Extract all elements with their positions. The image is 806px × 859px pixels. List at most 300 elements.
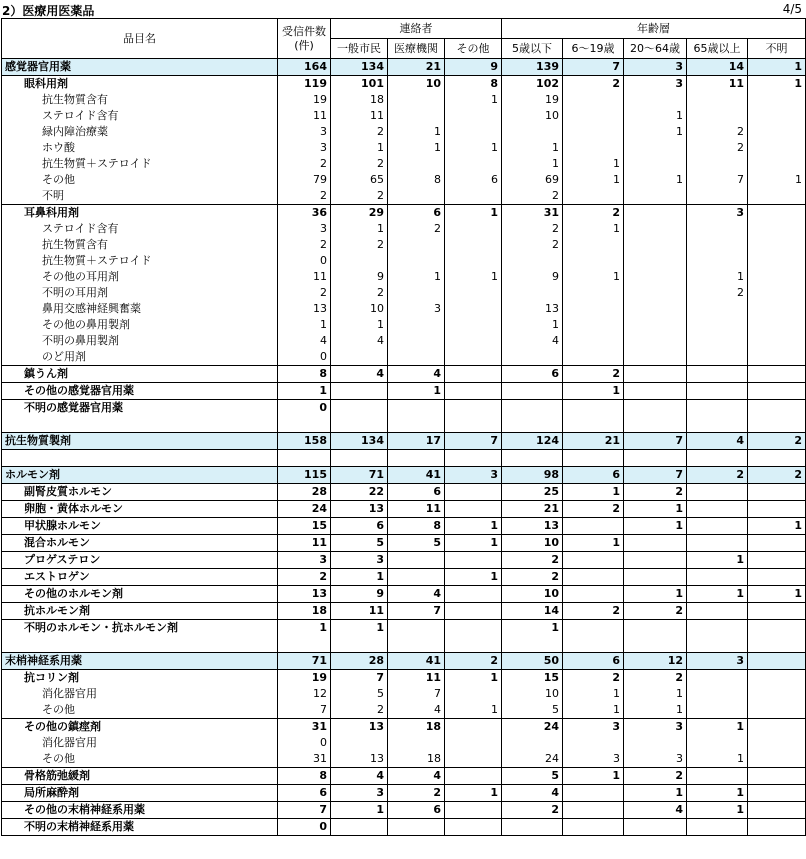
table-row [2,751,806,768]
cell-value: 3 [687,205,748,222]
cell-value [445,719,502,736]
cell-value: 7 [388,603,445,620]
cell-value: 14 [502,603,563,620]
cell-value: 1 [445,140,502,156]
table-row [2,552,806,569]
cell-value [445,735,502,751]
cell-value: 7 [563,59,624,76]
col-contact-other: その他 [445,39,502,59]
cell-value: 71 [331,467,388,484]
cell-value: 1 [624,702,687,719]
cell-value: 5 [502,768,563,785]
cell-value: 1 [748,59,806,76]
cell-value: 1 [445,205,502,222]
cell-value [563,785,624,802]
cell-value: 1 [624,172,687,188]
cell-value [502,735,563,751]
cell-value: 11 [687,76,748,93]
cell-value: 21 [563,433,624,450]
cell-value: 24 [278,501,331,518]
cell-value: 7 [331,670,388,687]
cell-value: 6 [388,802,445,819]
cell-value [502,450,563,467]
cell-value: 1 [687,586,748,603]
cell-value: 3 [278,221,331,237]
cell-value: 3 [278,140,331,156]
col-age-unknown: 不明 [748,39,806,59]
cell-value [687,156,748,172]
cell-value: 2 [331,188,388,205]
col-contact-public: 一般市民 [331,39,388,59]
cell-value [445,124,502,140]
row-label: その他の末梢神経系用薬 [2,802,278,819]
cell-value: 19 [278,670,331,687]
cell-value [502,285,563,301]
cell-value [624,620,687,637]
cell-value: 1 [388,269,445,285]
cell-value: 119 [278,76,331,93]
cell-value [445,221,502,237]
cell-value: 1 [445,670,502,687]
cell-value: 13 [331,501,388,518]
cell-value: 2 [563,670,624,687]
cell-value: 5 [331,535,388,552]
cell-value [748,653,806,670]
cell-value [687,108,748,124]
table-row [2,400,806,417]
cell-value: 4 [687,433,748,450]
cell-value: 0 [278,349,331,366]
cell-value: 4 [331,333,388,349]
cell-value: 2 [563,501,624,518]
cell-value [748,124,806,140]
cell-value [331,819,388,836]
cell-value [388,92,445,108]
page-title: 2）医療用医薬品 [2,4,95,18]
table-row [2,366,806,383]
cell-value: 0 [278,400,331,417]
cell-value [563,92,624,108]
cell-value: 2 [278,188,331,205]
cell-value: 1 [388,140,445,156]
cell-value [687,450,748,467]
cell-value: 1 [624,785,687,802]
col-age-6-19: 6～19歳 [563,39,624,59]
cell-value [563,108,624,124]
table-row [2,383,806,400]
cell-value [687,237,748,253]
cell-value [278,416,331,433]
cell-value [748,108,806,124]
cell-value: 6 [388,205,445,222]
cell-value [445,285,502,301]
cell-value: 2 [331,285,388,301]
cell-value: 11 [388,501,445,518]
row-label [2,416,278,433]
cell-value: 18 [388,719,445,736]
cell-value: 2 [388,221,445,237]
cell-value [624,237,687,253]
row-label: 感覚器官用薬 [2,59,278,76]
cell-value: 3 [388,301,445,317]
cell-value: 2 [331,156,388,172]
cell-value [687,221,748,237]
cell-value: 24 [502,751,563,768]
cell-value: 3 [624,751,687,768]
cell-value [278,636,331,653]
cell-value [748,317,806,333]
cell-value: 11 [331,108,388,124]
row-label: 消化器官用 [2,735,278,751]
cell-value: 1 [331,620,388,637]
cell-value: 41 [388,653,445,670]
cell-value [388,620,445,637]
cell-value [624,416,687,433]
cell-value [388,108,445,124]
cell-value: 1 [278,383,331,400]
cell-value [687,518,748,535]
cell-value [388,552,445,569]
cell-value [502,349,563,366]
cell-value: 6 [563,467,624,484]
table-row [2,317,806,333]
cell-value: 102 [502,76,563,93]
cell-value [563,188,624,205]
table-row [2,702,806,719]
cell-value [563,552,624,569]
row-label: 抗コリン剤 [2,670,278,687]
cell-value [624,140,687,156]
cell-value: 1 [748,518,806,535]
cell-value: 2 [563,76,624,93]
cell-value [748,636,806,653]
cell-value [331,253,388,269]
cell-value [687,317,748,333]
cell-value: 71 [278,653,331,670]
table-row [2,156,806,172]
cell-value [563,819,624,836]
cell-value: 2 [624,768,687,785]
cell-value: 0 [278,735,331,751]
cell-value [445,501,502,518]
row-label: その他の感覚器官用薬 [2,383,278,400]
cell-value: 3 [624,76,687,93]
cell-value: 8 [388,518,445,535]
cell-value [748,450,806,467]
cell-value [445,686,502,702]
cell-value: 10 [502,108,563,124]
cell-value: 2 [502,552,563,569]
cell-value: 2 [331,702,388,719]
cell-value [687,349,748,366]
cell-value [748,301,806,317]
row-label: プロゲステロン [2,552,278,569]
cell-value: 28 [331,653,388,670]
cell-value [624,301,687,317]
row-label: その他 [2,702,278,719]
cell-value: 7 [687,172,748,188]
table-row [2,253,806,269]
cell-value [748,253,806,269]
cell-value: 1 [445,518,502,535]
row-label: 局所麻酔剤 [2,785,278,802]
cell-value [748,670,806,687]
row-label: ステロイド含有 [2,108,278,124]
cell-value: 31 [502,205,563,222]
cell-value: 9 [502,269,563,285]
cell-value: 31 [278,719,331,736]
cell-value: 7 [445,433,502,450]
row-label: その他の耳用剤 [2,269,278,285]
cell-value: 8 [278,366,331,383]
cell-value [748,735,806,751]
cell-value [687,603,748,620]
cell-value: 7 [624,467,687,484]
row-label: ホウ酸 [2,140,278,156]
cell-value [502,124,563,140]
cell-value: 21 [388,59,445,76]
cell-value: 1 [624,501,687,518]
cell-value: 8 [445,76,502,93]
cell-value [624,92,687,108]
row-label: 緑内障治療薬 [2,124,278,140]
cell-value: 4 [331,366,388,383]
cell-value [445,108,502,124]
cell-value [687,501,748,518]
row-label: 副腎皮質ホルモン [2,484,278,501]
cell-value: 11 [278,269,331,285]
cell-value: 134 [331,433,388,450]
cell-value [331,636,388,653]
cell-value: 15 [502,670,563,687]
cell-value [502,400,563,417]
table-row [2,768,806,785]
cell-value [563,416,624,433]
row-label: 消化器官用 [2,686,278,702]
cell-value: 4 [388,702,445,719]
cell-value: 1 [563,156,624,172]
cell-value: 2 [278,156,331,172]
row-label: 骨格筋弛緩剤 [2,768,278,785]
cell-value [331,349,388,366]
cell-value: 18 [331,92,388,108]
cell-value [388,819,445,836]
cell-value: 2 [278,237,331,253]
table-row [2,719,806,736]
cell-value: 134 [331,59,388,76]
cell-value [388,349,445,366]
cell-value: 1 [563,686,624,702]
cell-value [624,269,687,285]
cell-value [687,702,748,719]
cell-value: 4 [388,366,445,383]
cell-value: 10 [331,301,388,317]
cell-value: 1 [445,785,502,802]
cell-value: 69 [502,172,563,188]
cell-value [748,552,806,569]
cell-value [502,383,563,400]
cell-value [388,735,445,751]
cell-value [445,188,502,205]
row-label: ステロイド含有 [2,221,278,237]
cell-value [748,92,806,108]
cell-value: 1 [502,620,563,637]
page-header [0,0,806,17]
cell-value: 2 [624,603,687,620]
cell-value [502,636,563,653]
cell-value [563,636,624,653]
cell-value: 15 [278,518,331,535]
cell-value: 1 [624,686,687,702]
table-row [2,636,806,653]
cell-value [687,400,748,417]
cell-value: 1 [563,484,624,501]
cell-value: 2 [687,124,748,140]
cell-value [687,301,748,317]
table-row [2,484,806,501]
cell-value [748,719,806,736]
cell-value [624,569,687,586]
table-row [2,172,806,188]
cell-value: 1 [445,569,502,586]
cell-value: 3 [278,552,331,569]
cell-value: 13 [278,586,331,603]
row-label: 抗ホルモン剤 [2,603,278,620]
cell-value [624,636,687,653]
page-number: 4/5 [782,2,802,16]
cell-value: 158 [278,433,331,450]
cell-value: 6 [388,484,445,501]
cell-value [445,253,502,269]
table-row [2,620,806,637]
cell-value: 9 [331,269,388,285]
row-label: 甲状腺ホルモン [2,518,278,535]
cell-value [388,285,445,301]
cell-value [748,156,806,172]
cell-value: 3 [278,124,331,140]
cell-value: 12 [624,653,687,670]
cell-value [445,819,502,836]
row-label: 不明の鼻用製剤 [2,333,278,349]
cell-value [687,735,748,751]
col-age: 年齢層 [502,19,806,39]
cell-value [563,400,624,417]
row-label: 眼科用剤 [2,76,278,93]
cell-value [445,237,502,253]
cell-value: 4 [502,333,563,349]
cell-value: 11 [331,603,388,620]
cell-value: 1 [502,156,563,172]
cell-value: 1 [563,221,624,237]
cell-value: 19 [502,92,563,108]
cell-value [388,636,445,653]
cell-value: 4 [388,586,445,603]
cell-value [687,819,748,836]
cell-value: 1 [331,802,388,819]
row-label: 混合ホルモン [2,535,278,552]
table-row [2,301,806,317]
cell-value [624,285,687,301]
cell-value [331,416,388,433]
row-label: その他 [2,172,278,188]
cell-value [748,416,806,433]
cell-value [748,333,806,349]
cell-value [388,416,445,433]
cell-value [687,768,748,785]
cell-value [748,569,806,586]
table-row [2,467,806,484]
cell-value: 1 [687,751,748,768]
row-label: その他のホルモン剤 [2,586,278,603]
cell-value [445,366,502,383]
table-row [2,433,806,450]
cell-value: 1 [624,108,687,124]
cell-value [748,140,806,156]
cell-value [445,636,502,653]
col-age-65-plus: 65歳以上 [687,39,748,59]
cell-value: 2 [563,366,624,383]
cell-value: 10 [502,535,563,552]
table-row [2,603,806,620]
table-row [2,686,806,702]
cell-value [748,603,806,620]
cell-value: 164 [278,59,331,76]
cell-value: 1 [563,269,624,285]
cell-value: 1 [278,620,331,637]
cell-value [748,751,806,768]
cell-value [748,501,806,518]
table-row [2,670,806,687]
row-label: 抗生物質製剤 [2,433,278,450]
cell-value [563,450,624,467]
table-row [2,140,806,156]
table-row [2,349,806,366]
table-row [2,653,806,670]
cell-value [331,400,388,417]
cell-value [388,156,445,172]
col-age-0-5: 5歳以下 [502,39,563,59]
cell-value [388,188,445,205]
cell-value [563,569,624,586]
cell-value: 3 [624,59,687,76]
cell-value: 18 [278,603,331,620]
cell-value [748,285,806,301]
cell-value [748,702,806,719]
table-row [2,518,806,535]
cell-value [502,819,563,836]
cell-value [445,416,502,433]
cell-value [687,383,748,400]
cell-value: 2 [502,188,563,205]
cell-value: 1 [331,140,388,156]
cell-value [445,620,502,637]
cell-value: 9 [331,586,388,603]
cell-value: 1 [687,802,748,819]
cell-value [748,400,806,417]
cell-value [624,535,687,552]
cell-value: 5 [388,535,445,552]
cell-value: 2 [445,653,502,670]
col-contact: 連絡者 [331,19,502,39]
cell-value [563,802,624,819]
cell-value: 98 [502,467,563,484]
cell-value: 0 [278,819,331,836]
cell-value: 2 [278,285,331,301]
cell-value: 3 [563,751,624,768]
cell-value [748,802,806,819]
cell-value: 6 [563,653,624,670]
cell-value [445,156,502,172]
